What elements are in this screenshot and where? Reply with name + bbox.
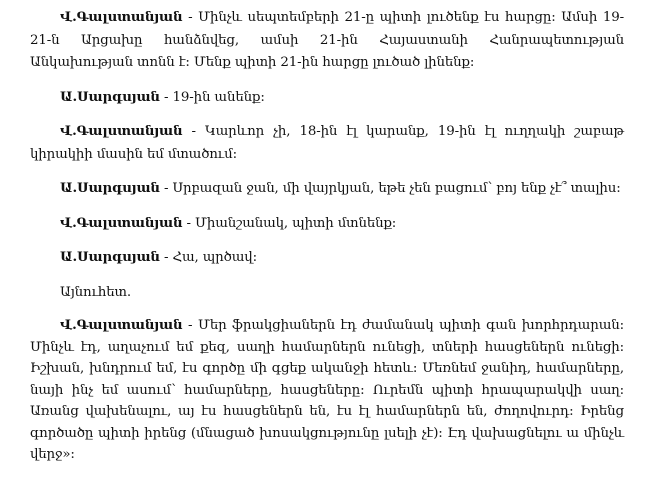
paragraph-text: - Սրբազան ջան, մի վայրկյան, եթե չեն բացում՝ բոյ ենք չէ՞ տալիս: xyxy=(159,181,621,196)
speaker-name: Ա.Սարգսյան xyxy=(60,180,160,196)
paragraph-6 xyxy=(30,246,624,270)
speaker-name: Վ.Գալստանյան xyxy=(60,123,183,139)
paragraph-text: - Հա, պրծավ: xyxy=(159,250,257,265)
speaker-name: Ա.Սարգսյան xyxy=(60,88,160,105)
paragraph-5 xyxy=(30,212,624,236)
paragraph-8 xyxy=(30,315,624,466)
paragraph-text: - Մինչև սեպտեմբերի 21-ը պիտի լուծենք էս հարցը: Ամսի 19-21-ն Արցախը հանձնվեց, ամսի 21-ին Հայաստանի Հանրապետության Անկախության տոնն է: Մենք պիտի 21-ին հարցը լուծած լինենք: xyxy=(30,10,624,70)
paragraph-text: - Կարևոր չի, 18-ին էլ կարանք, 19-ին էլ ուղղակի շաբաթ կիրակիի մասին եմ մտածում: xyxy=(30,124,624,162)
speaker-name: Վ.Գալստանյան xyxy=(60,214,183,231)
paragraph-1 xyxy=(30,6,624,75)
paragraph-4 xyxy=(30,177,624,201)
speaker-name: Վ.Գալստանյան xyxy=(60,9,183,25)
paragraph-text: - Մեր ֆրակցիաներն էդ ժամանակ պիտի գան խորհրդարան: Մինչև էդ, աղաչում եմ քեզ, սաղի համարներն ունեցի, տների հասցեներն ունեցի: Իշխան, խնդրում եմ, էս գործը մի գցեք ականջի հետև: Մեռնեմ ջանիդ, համարները, նայի ինչ եմ ասում՝ համարները, հասցեները: Ուրեմն պիտի հրապարակվի սաղ: Առանց վախենալու, այ էս հասցեներն են, էս էլ համարներն են, ժողովուրդ: Իրենց գործածը պիտի իրենց (մնացած խոսակցությունը լսելի չէ): Էդ վախացնելու ա մինչև վերջ»: xyxy=(30,318,624,462)
speaker-name: Ա.Սարգսյան xyxy=(60,249,160,265)
paragraph-text: - 19-ին անենք: xyxy=(159,89,265,105)
speaker-name: Վ.Գալստանյան xyxy=(60,317,183,333)
paragraph-text: - Միանշանակ, պիտի մտնենք: xyxy=(182,215,397,231)
paragraph-7 xyxy=(30,281,624,305)
paragraph-2 xyxy=(30,86,624,110)
paragraph-3 xyxy=(30,120,624,166)
paragraph-text: Այնուհետ. xyxy=(60,284,131,300)
